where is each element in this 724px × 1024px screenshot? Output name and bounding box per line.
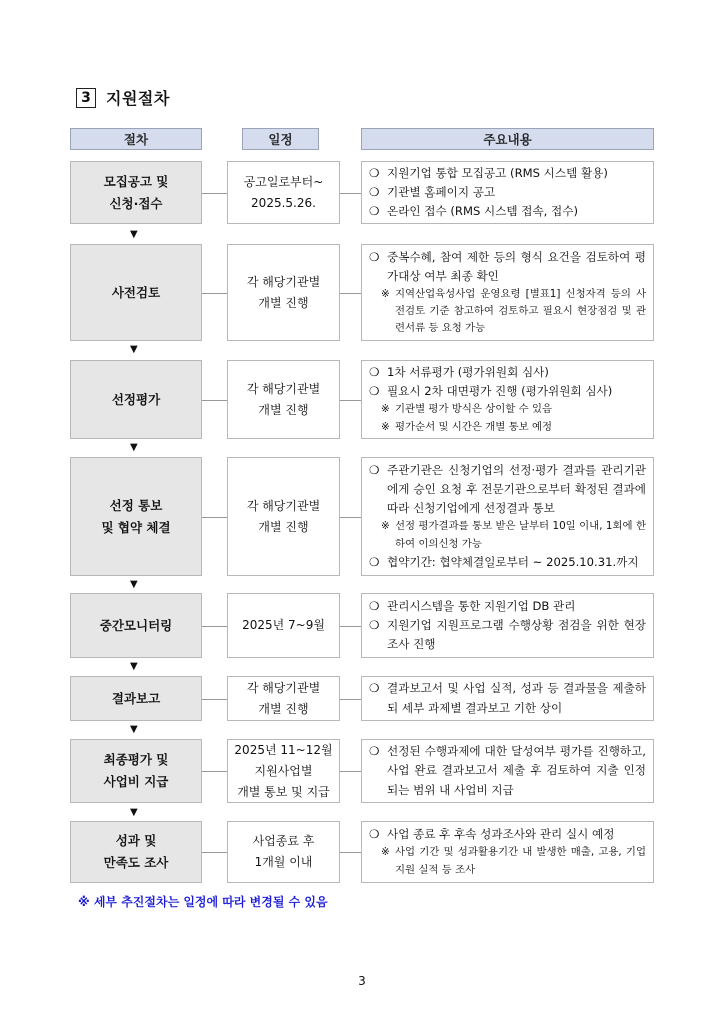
item-text: 지원기업 지원프로그램 수행상황 점검을 위한 현장조사 진행: [387, 617, 646, 652]
schedule-text: [247, 678, 320, 720]
connector-line: [340, 293, 361, 294]
step-box: [70, 457, 202, 576]
schedule-line: 각 해당기관별: [246, 274, 321, 289]
circle-bullet-icon: ❍: [369, 204, 380, 219]
step-box: [70, 739, 202, 803]
item-text: 사업 종료 후 후속 성과조사와 관리 실시 예정: [387, 827, 615, 842]
note-mark-icon: ※: [381, 403, 390, 416]
step-name: [112, 688, 160, 710]
item-text: 협약기간: 협약체결일로부터 ~ 2025.10.31.까지: [387, 554, 639, 569]
section-title: 지원절차: [106, 89, 170, 108]
note-item: [369, 844, 646, 878]
schedule-line: 지원사업별: [254, 763, 313, 778]
step-name-line: 모집공고 및: [103, 173, 169, 189]
header-schedule: 일정: [242, 128, 319, 150]
schedule-box: [227, 161, 340, 224]
step-name: [112, 389, 160, 411]
step-name-line: 사전검토: [111, 284, 161, 300]
item-text: 지역산업육성사업 운영요령 [별표1] 신청자격 등의 사전검토 기준 참고하여 검토하고 필요시 현장점검 및 관련서류 등 요청 가능: [395, 287, 646, 335]
step-name: [101, 495, 170, 539]
content-box: [361, 244, 654, 341]
note-mark-icon: ※: [381, 520, 390, 533]
item-text: 온라인 접수 (RMS 시스템 접속, 접수): [387, 204, 578, 219]
circle-bullet-icon: ❍: [369, 554, 380, 569]
content-box: [361, 739, 654, 803]
schedule-box: [227, 739, 340, 803]
step-name-line: 선정평가: [111, 391, 161, 407]
bullet-item: [369, 616, 646, 654]
connector-line: [202, 626, 227, 627]
circle-bullet-icon: ❍: [369, 365, 380, 380]
schedule-line: 각 해당기관별: [246, 381, 321, 396]
bullet-item: [369, 742, 646, 799]
step-name-line: 선정 통보: [109, 497, 163, 513]
step-box: [70, 244, 202, 341]
note-item: [369, 286, 646, 337]
bullet-item: [369, 825, 646, 844]
content-box: [361, 593, 654, 658]
bullet-item: [369, 183, 646, 202]
down-arrow-icon: ▼: [130, 724, 138, 735]
schedule-line: 각 해당기관별: [246, 498, 321, 513]
step-box: [70, 821, 202, 883]
step-name: [100, 615, 172, 637]
schedule-line: 개별 진행: [258, 519, 309, 534]
circle-bullet-icon: ❍: [369, 598, 380, 613]
step-box: [70, 676, 202, 721]
note-mark-icon: ※: [381, 420, 390, 433]
schedule-line: 공고일로부터~: [243, 174, 324, 189]
schedule-line: 개별 진행: [258, 402, 309, 417]
schedule-line: 개별 진행: [258, 701, 309, 716]
section-number: 3: [76, 88, 96, 108]
note-item: [369, 419, 646, 436]
schedule-line: 각 해당기관별: [246, 680, 321, 695]
connector-line: [202, 517, 227, 518]
schedule-text: [253, 831, 315, 873]
circle-bullet-icon: ❍: [369, 165, 380, 180]
down-arrow-icon: ▼: [130, 344, 138, 355]
bullet-item: [369, 679, 646, 717]
step-name: [112, 282, 160, 304]
down-arrow-icon: ▼: [130, 579, 138, 590]
item-text: 지원기업 통합 모집공고 (RMS 시스템 활용): [387, 165, 608, 180]
step-name: [104, 749, 169, 793]
schedule-line: 2025년 11~12월: [234, 742, 333, 757]
bullet-item: [369, 553, 646, 572]
item-text: 평가순서 및 시간은 개별 통보 예정: [395, 420, 553, 433]
item-text: 기관별 평가 방식은 상이할 수 있음: [395, 403, 553, 416]
step-name-line: 만족도 조사: [103, 855, 169, 870]
bullet-item: [369, 382, 646, 401]
bullet-item: [369, 202, 646, 221]
connector-line: [340, 517, 361, 518]
step-name-line: 사업비 지급: [103, 774, 169, 789]
schedule-box: [227, 821, 340, 883]
note-mark-icon: ※: [381, 846, 390, 859]
bullet-item: [369, 597, 646, 616]
circle-bullet-icon: ❍: [369, 249, 380, 264]
connector-line: [340, 699, 361, 700]
schedule-line: 2025.5.26.: [251, 195, 316, 210]
item-text: 선정 평가결과를 통보 받은 날부터 10일 이내, 1회에 한하여 이의신청 가능: [395, 520, 646, 550]
down-arrow-icon: ▼: [130, 442, 138, 453]
step-name: [104, 171, 169, 215]
circle-bullet-icon: ❍: [369, 184, 380, 199]
footnote: ※ 세부 추진절차는 일정에 따라 변경될 수 있음: [78, 895, 328, 909]
circle-bullet-icon: ❍: [369, 681, 380, 696]
header-content: 주요내용: [361, 128, 654, 150]
item-text: 기관별 홈페이지 공고: [387, 184, 496, 199]
item-text: 1차 서류평가 (평가위원회 심사): [387, 365, 549, 380]
connector-line: [340, 771, 361, 772]
schedule-line: 2025년 7~9월: [242, 618, 325, 632]
step-name-line: 성과 및: [115, 833, 157, 849]
schedule-text: [247, 272, 320, 314]
note-mark-icon: ※: [381, 287, 390, 300]
connector-line: [340, 400, 361, 401]
step-name-line: 중간모니터링: [99, 617, 173, 633]
content-box: [361, 821, 654, 883]
content-box: [361, 676, 654, 721]
item-text: 중복수혜, 참여 제한 등의 형식 요건을 검토하여 평가대상 여부 최종 확인: [387, 249, 646, 283]
circle-bullet-icon: ❍: [369, 617, 380, 632]
schedule-box: [227, 244, 340, 341]
schedule-box: [227, 360, 340, 439]
item-text: 결과보고서 및 사업 실적, 성과 등 결과물을 제출하되 세부 과제별 결과보고 기한 상이: [387, 681, 646, 715]
circle-bullet-icon: ❍: [369, 384, 380, 399]
item-text: 사업 기간 및 성과활용기간 내 발생한 매출, 고용, 기업지원 실적 등 조사: [395, 846, 646, 876]
schedule-text: [247, 379, 320, 421]
schedule-box: [227, 593, 340, 658]
circle-bullet-icon: ❍: [369, 827, 380, 842]
item-text: 관리시스템을 통한 지원기업 DB 관리: [387, 598, 576, 613]
connector-line: [340, 852, 361, 853]
item-text: 주관기관은 신청기업의 선정·평가 결과를 관리기관에게 승인 요청 후 전문기관으로부터 확정된 결과에 따라 신청기업에게 선정결과 통보: [387, 463, 646, 516]
step-box: [70, 593, 202, 658]
connector-line: [202, 293, 227, 294]
connector-line: [340, 193, 361, 194]
content-box: [361, 161, 654, 224]
content-box: [361, 360, 654, 439]
section-heading: [76, 86, 170, 109]
step-name-line: 결과보고: [111, 690, 161, 706]
header-step: 절차: [70, 128, 202, 150]
step-name-line: 및 협약 체결: [101, 519, 171, 535]
down-arrow-icon: ▼: [130, 229, 138, 240]
note-item: [369, 401, 646, 418]
step-box: [70, 360, 202, 439]
schedule-text: [234, 740, 332, 803]
schedule-box: [227, 457, 340, 576]
bullet-item: [369, 164, 646, 183]
content-box: [361, 457, 654, 576]
note-item: [369, 518, 646, 552]
down-arrow-icon: ▼: [130, 807, 138, 818]
schedule-text: [242, 615, 325, 636]
connector-line: [202, 852, 227, 853]
step-box: [70, 161, 202, 224]
bullet-item: [369, 363, 646, 382]
connector-line: [202, 771, 227, 772]
schedule-line: 사업종료 후: [252, 834, 315, 848]
step-name-line: 신청·접수: [109, 195, 163, 211]
connector-line: [202, 193, 227, 194]
schedule-line: 1개월 이내: [254, 855, 313, 869]
step-name: [104, 830, 169, 874]
item-text: 필요시 2차 대면평가 진행 (평가위원회 심사): [387, 384, 613, 399]
schedule-line: 개별 통보 및 지급: [237, 784, 330, 799]
schedule-box: [227, 676, 340, 721]
item-text: 선정된 수행과제에 대한 달성여부 평가를 진행하고, 사업 완료 결과보고서 제출 후 검토하여 지출 인정되는 범위 내 사업비 지급: [387, 744, 646, 797]
circle-bullet-icon: ❍: [369, 744, 380, 759]
page-number: 3: [358, 974, 366, 988]
bullet-item: [369, 248, 646, 286]
connector-line: [202, 400, 227, 401]
schedule-text: [244, 172, 324, 214]
bullet-item: [369, 461, 646, 518]
connector-line: [340, 626, 361, 627]
schedule-text: [247, 496, 320, 538]
circle-bullet-icon: ❍: [369, 463, 380, 478]
down-arrow-icon: ▼: [130, 661, 138, 672]
connector-line: [202, 699, 227, 700]
schedule-line: 개별 진행: [258, 295, 309, 310]
step-name-line: 최종평가 및: [103, 752, 169, 768]
